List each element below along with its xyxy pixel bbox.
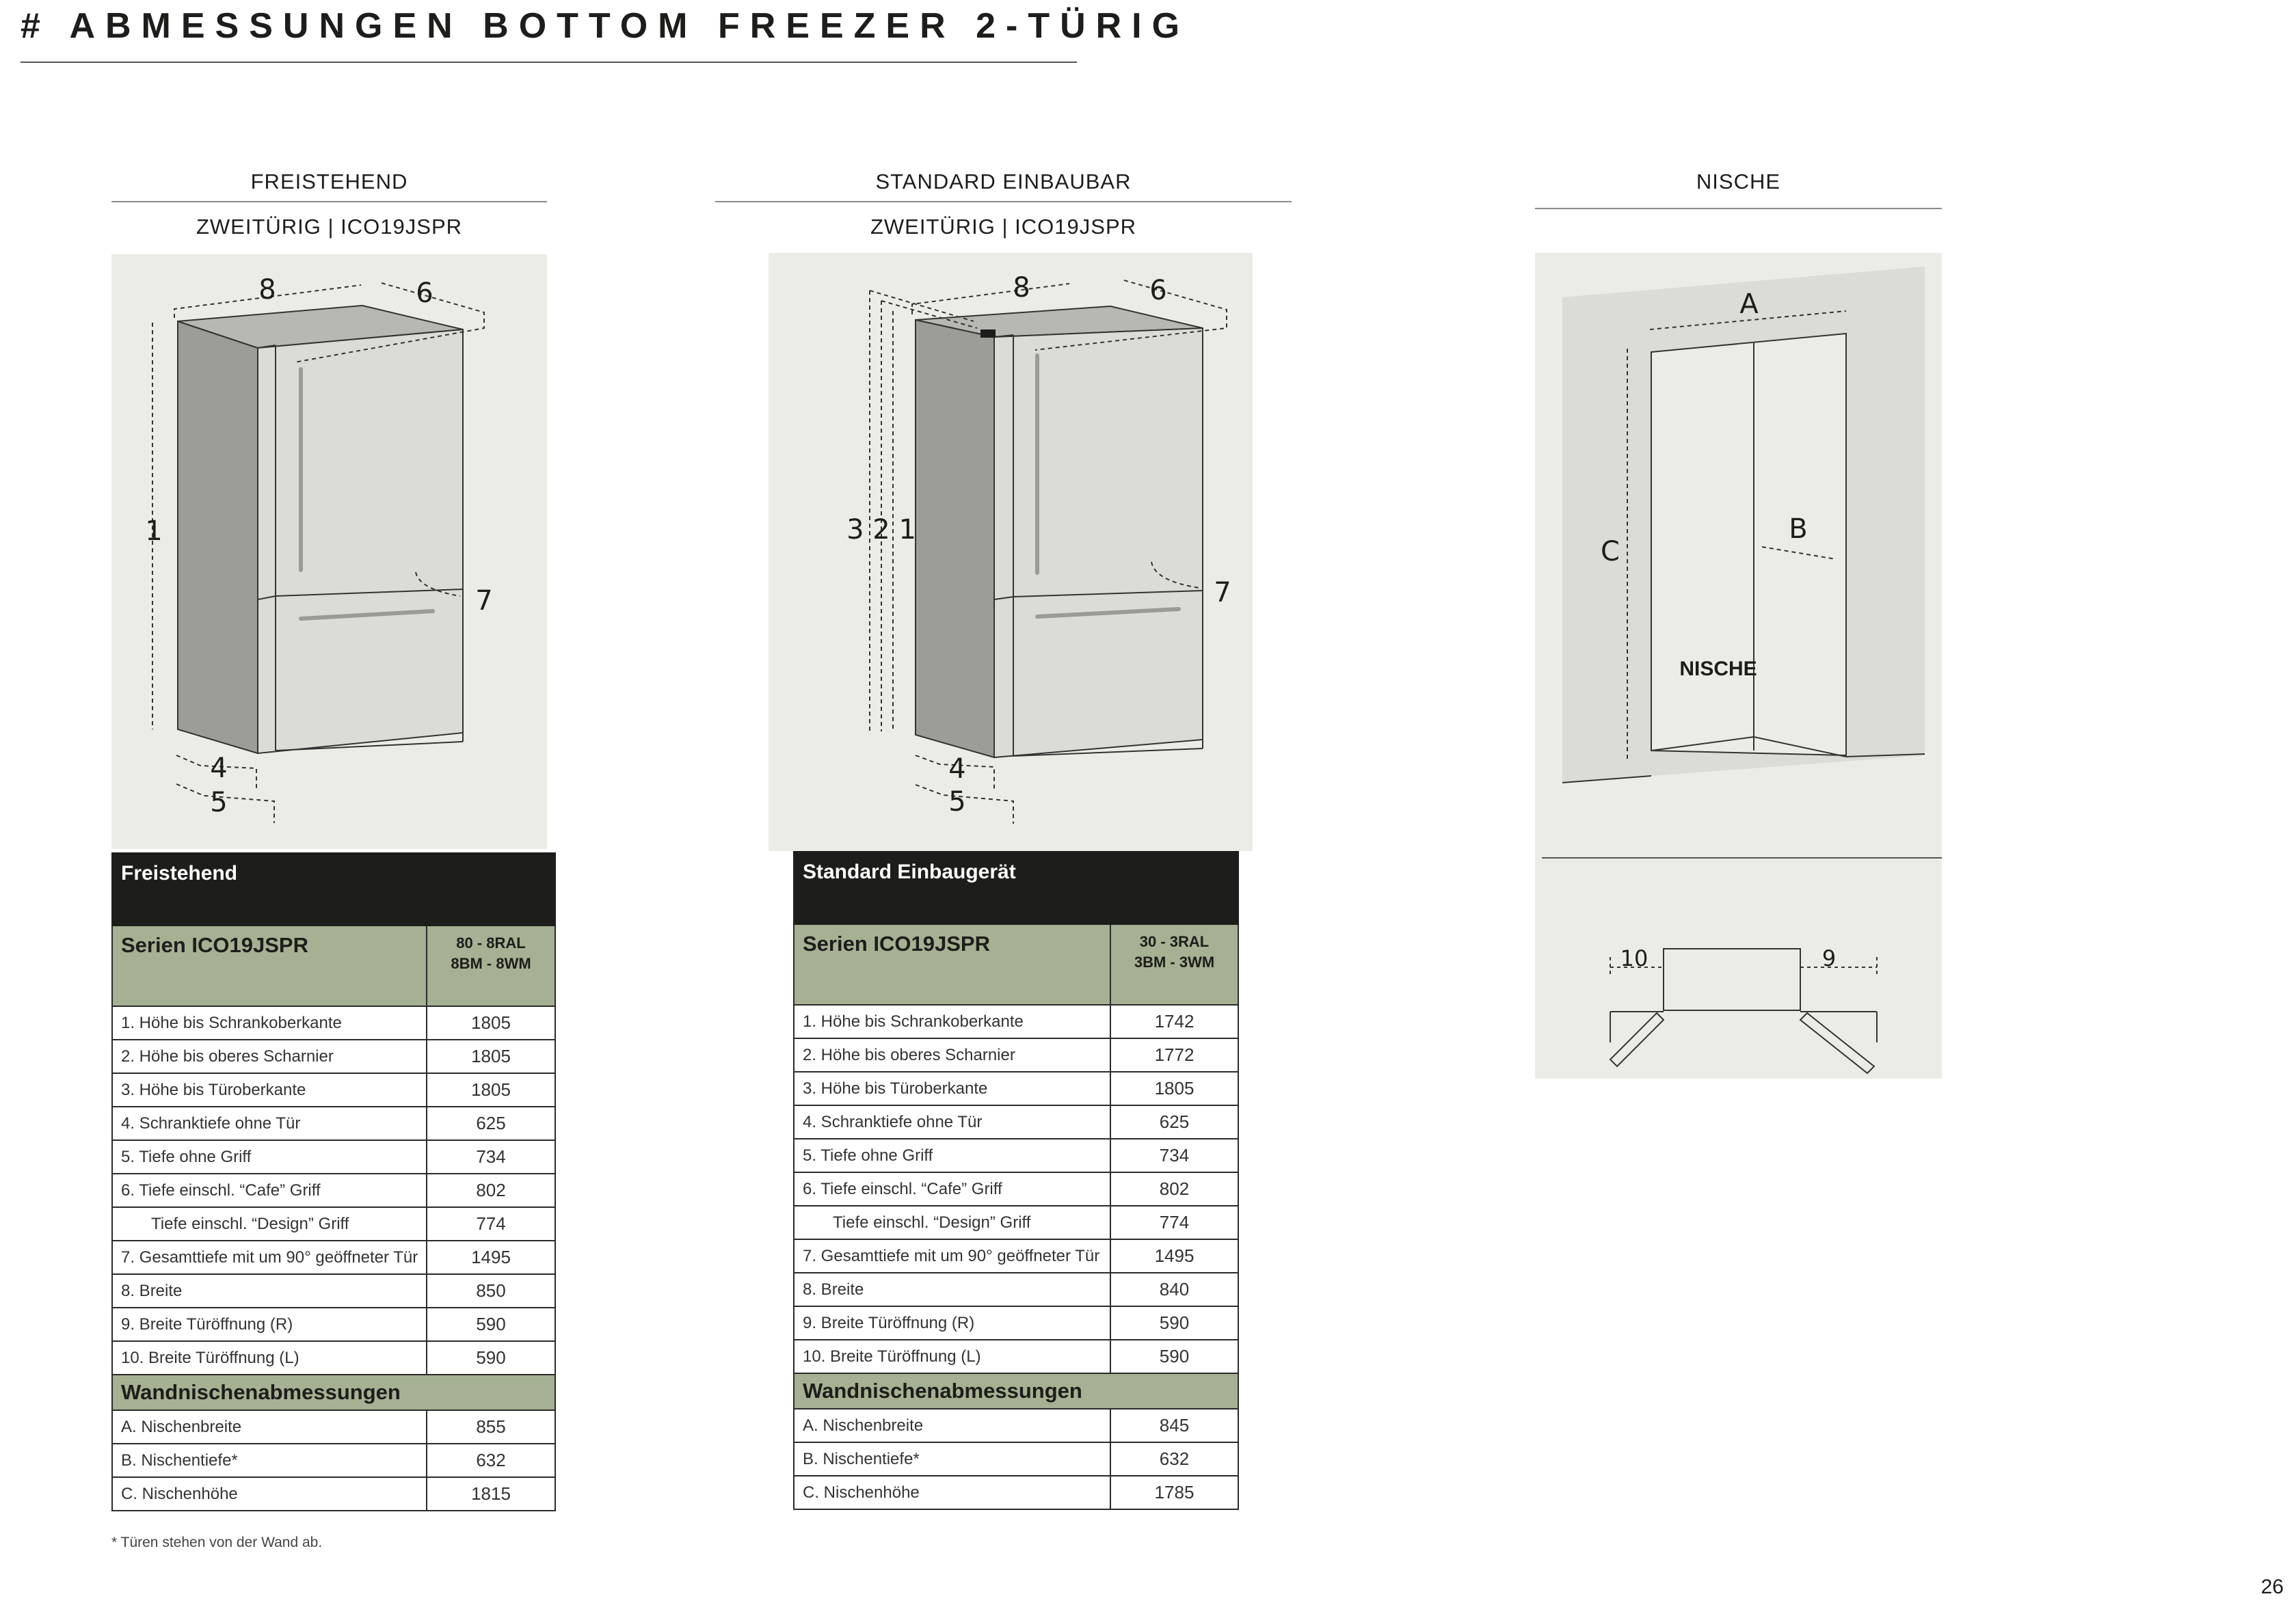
freistehend-series-code: 80 - 8RAL 8BM - 8WM	[427, 926, 555, 1006]
dim-label-7: 7	[475, 585, 493, 617]
nische-heading: NISCHE	[1696, 170, 1781, 193]
dim-label-321: 3 2 1	[846, 514, 916, 545]
freistehend-rule	[111, 201, 547, 202]
table-row: 9. Breite Türöffnung (R) 590	[794, 1306, 1238, 1340]
einbau-series-code: 30 - 3RAL 3BM - 3WM	[1110, 924, 1238, 1005]
table-row: 3. Höhe bis Türoberkante 1805	[794, 1072, 1238, 1105]
table-row: 7. Gesamttiefe mit um 90° geöffneter Tür 1495	[112, 1241, 555, 1274]
freistehend-drawing	[111, 254, 547, 849]
table-row: 5. Tiefe ohne Griff 734	[794, 1139, 1238, 1172]
dim-label-4: 4	[948, 753, 966, 785]
freistehend-subheading: ZWEITÜRIG | ICO19JSPR	[196, 215, 463, 239]
table-row: 8. Breite 840	[794, 1273, 1238, 1306]
table-row: 2. Höhe bis oberes Scharnier 1805	[112, 1040, 555, 1073]
dim-label-4: 4	[210, 753, 228, 784]
dim-label-1: 1	[145, 515, 163, 547]
freistehend-table-title: Freistehend	[112, 853, 555, 926]
table-row: 6. Tiefe einschl. “Cafe” Griff 802	[112, 1174, 555, 1207]
table-row: 10. Breite Türöffnung (L) 590	[794, 1340, 1238, 1373]
einbau-table-title: Standard Einbaugerät	[794, 852, 1238, 924]
table-row: 8. Breite 850	[112, 1274, 555, 1308]
dim-label-6: 6	[416, 278, 433, 309]
einbau-series-name: Serien ICO19JSPR	[794, 924, 1110, 1005]
dim-label-5: 5	[210, 787, 228, 818]
einbau-rule	[715, 201, 1292, 202]
page-number: 26	[2260, 1576, 2284, 1598]
table-row: C. Nischenhöhe 1785	[794, 1476, 1238, 1509]
niche-caption: NISCHE	[1679, 658, 1757, 680]
einbau-spec-table	[793, 851, 1239, 1510]
table-row: Tiefe einschl. “Design” Griff 774	[794, 1206, 1238, 1239]
table-row: 2. Höhe bis oberes Scharnier 1772	[794, 1038, 1238, 1072]
niche-label-b: B	[1789, 513, 1808, 545]
freistehend-section-heading: Wandnischenabmessungen	[112, 1375, 555, 1410]
table-row: 3. Höhe bis Türoberkante 1805	[112, 1073, 555, 1107]
freistehend-series-name: Serien ICO19JSPR	[112, 926, 427, 1006]
dim-label-5: 5	[948, 786, 966, 818]
einbau-drawing	[769, 253, 1253, 851]
footnote: * Türen stehen von der Wand ab.	[111, 1535, 323, 1550]
table-row: A. Nischenbreite 845	[794, 1409, 1238, 1442]
table-row: Tiefe einschl. “Design” Griff 774	[112, 1207, 555, 1241]
table-row: 1. Höhe bis Schrankoberkante 1805	[112, 1006, 555, 1040]
table-row: C. Nischenhöhe 1815	[112, 1477, 555, 1511]
table-row: 6. Tiefe einschl. “Cafe” Griff 802	[794, 1172, 1238, 1206]
table-row: 4. Schranktiefe ohne Tür 625	[112, 1107, 555, 1140]
dim-label-7: 7	[1214, 577, 1231, 608]
table-row: 9. Breite Türöffnung (R) 590	[112, 1308, 555, 1341]
dim-label-8: 8	[1013, 272, 1030, 304]
freistehend-spec-table	[111, 852, 556, 1511]
einbau-subheading: ZWEITÜRIG | ICO19JSPR	[870, 215, 1137, 239]
einbau-section-heading: Wandnischenabmessungen	[794, 1373, 1238, 1409]
nische-drawing	[1535, 253, 1942, 1079]
table-row: B. Nischentiefe* 632	[794, 1442, 1238, 1476]
nische-rule	[1535, 208, 1942, 209]
dim-label-6: 6	[1149, 275, 1167, 306]
table-row: B. Nischentiefe* 632	[112, 1444, 555, 1477]
niche-label-10: 10	[1620, 945, 1648, 971]
freistehend-heading: FREISTEHEND	[250, 170, 408, 193]
einbau-heading: STANDARD EINBAUBAR	[875, 170, 1132, 193]
page-title: # ABMESSUNGEN BOTTOM FREEZER 2-TÜRIG	[21, 6, 1190, 46]
table-row: 1. Höhe bis Schrankoberkante 1742	[794, 1005, 1238, 1038]
niche-label-c: C	[1601, 536, 1620, 567]
title-rule	[21, 62, 1077, 63]
table-row: 7. Gesamttiefe mit um 90° geöffneter Tür 1495	[794, 1239, 1238, 1273]
table-row: 4. Schranktiefe ohne Tür 625	[794, 1105, 1238, 1139]
niche-label-a: A	[1739, 288, 1759, 320]
table-row: 10. Breite Türöffnung (L) 590	[112, 1341, 555, 1375]
table-row: A. Nischenbreite 855	[112, 1410, 555, 1444]
niche-label-9: 9	[1821, 945, 1837, 971]
table-row: 5. Tiefe ohne Griff 734	[112, 1140, 555, 1174]
dim-label-8: 8	[258, 274, 276, 306]
